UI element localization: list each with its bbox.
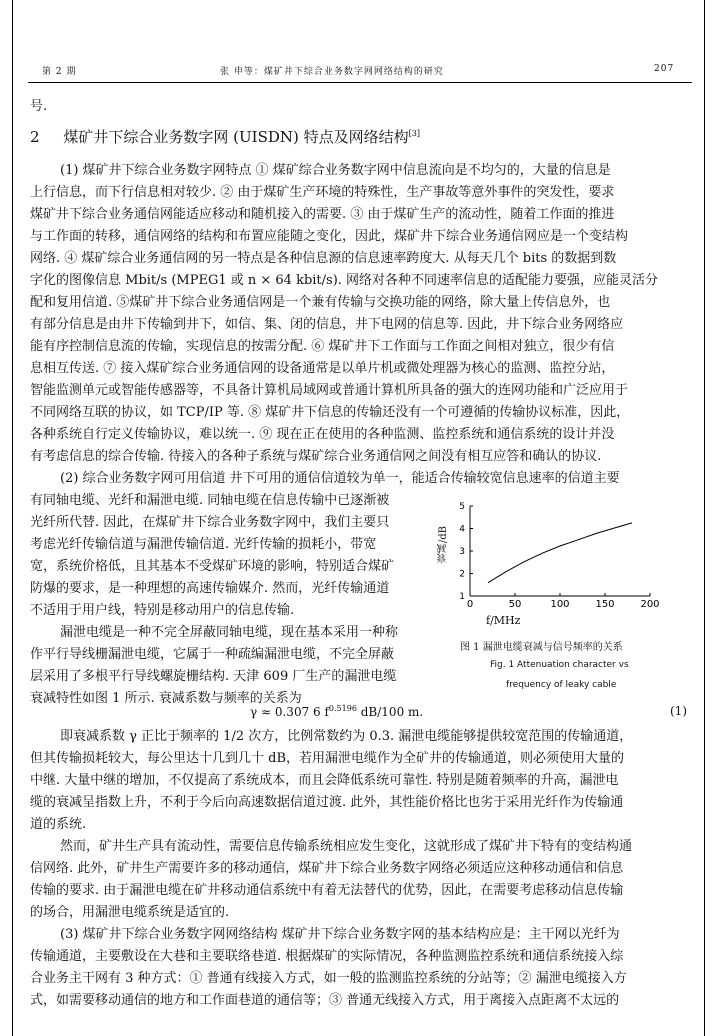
text-line: 防爆的要求，是一种理想的高速传输媒介. 然而，光纤传输通道 [30, 581, 390, 596]
equation [250, 704, 423, 719]
text-line: 即衰减系数 γ 正比于频率的 1/2 次方，比例常数约为 0.3. 漏泄电缆能够提供较宽范围的传输通道， [60, 729, 633, 744]
text-line: (2) 综合业务数字网可用信道 井下可用的通信信道较为单一，能适合传输较宽信息速率的信道主要 [60, 471, 620, 486]
text-line: 不适用于用户线，特别是移动用户的信息传输. [30, 603, 295, 618]
section-number: 2 [30, 128, 40, 146]
y-tick-label: 4 [459, 524, 465, 535]
header-rule [28, 82, 692, 83]
x-tick-label: 50 [508, 599, 522, 610]
section-heading [30, 126, 420, 147]
text-line: 息相互传送. ⑦ 接入煤矿综合业务通信网的设备通常是以单片机或微处理器为核心的监测、监控分站， [30, 361, 615, 376]
text-line: 光纤所代替. 因此，在煤矿井下综合业务数字网中，我们主要只 [30, 515, 390, 530]
x-tick-label: 200 [640, 599, 660, 610]
figure-caption-cn: 图 1 漏泄电缆衰减与信号频率的关系 [460, 642, 623, 653]
chart-axes [470, 506, 650, 596]
text-line: 配和复用信道. ⑤煤矿井下综合业务通信网是一个兼有传输与交换功能的网络，除大量上传信息外，也 [30, 295, 611, 310]
text-line: 缆的衰减呈指数上升，不利于今后向高速数据信道过渡. 此外，其性能价格比也劣于采用光纤作为传输通 [30, 795, 624, 810]
equation-unit: dB/100 m. [360, 705, 424, 719]
top-fragment: 号. [30, 99, 48, 114]
text-line: 然而，矿井生产具有流动性，需要信息传输系统相应发生变化，这就形成了煤矿井下特有的变结构通 [60, 839, 633, 854]
header-title: 张 申等：煤矿井下综合业务数字网网络结构的研究 [220, 67, 444, 77]
figure-1 [438, 498, 692, 698]
x-tick-label: 100 [550, 599, 570, 610]
equation-lhs: γ ≈ 0.307 6 f [250, 705, 329, 719]
text-line: 能有序控制信息流的传输，实现信息的按需分配. ⑥ 煤矿井下工作面与工作面之间相对独立，很少有信 [30, 339, 615, 354]
text-line: 传输通道，主要敷设在大巷和主要联络巷道. 根据煤矿的实际情况，各种监测监控系统和通信系统接入综 [30, 949, 624, 964]
text-line: 网络. ④ 煤矿综合业务通信网的另一特点是各种信息源的信息速率跨度大. 从每天几个 bits 的数据到数 [30, 251, 617, 266]
text-line: 层采用了多根平行导线螺旋栅结构. 天津 609 厂生产的漏泄电缆 [30, 669, 397, 684]
y-tick-label: 1 [459, 592, 465, 602]
text-line: 考虑光纤传输信道与漏泄传输信道. 光纤传输的损耗小，带宽 [30, 537, 377, 552]
chart-series [488, 523, 632, 583]
text-line: 中继. 大量中继的增加，不仅提高了系统成本，而且会降低系统可靠性. 特别是随着频率的升高，漏泄电 [30, 773, 619, 788]
text-line: 宽，系统价格低，且其基本不受煤矿环境的影响，特别适合煤矿 [30, 559, 395, 574]
x-tick-label: 0 [466, 599, 474, 610]
text-line: 上行信息，而下行信息相对较少. ② 由于煤矿生产环境的特殊性，生产事故等意外事件的突发性，要求 [30, 185, 615, 200]
text-line: 信网络. 此外，矿井生产需要许多的移动通信，煤矿井下综合业务数字网络必须适应这种移动通信和信息 [30, 861, 624, 876]
text-line: 煤矿井下综合业务通信网能适应移动和随机接入的需要. ③ 由于煤矿生产的流动性，随着工作面的推进 [30, 207, 615, 222]
text-line: 式，如需要移动通信的地方和工作面巷道的通信等；③ 普通无线接入方式，用于离接入点距离不太远的 [30, 993, 620, 1008]
text-line: 合业务主干网有 3 种方式：① 普通有线接入方式，如一般的监测监控系统的分站等；② 漏泄电缆接入方 [30, 971, 627, 986]
text-line: 的场合，用漏泄电缆系统是适宜的. [30, 905, 230, 920]
right-frame-line [704, 0, 705, 1036]
text-line: (3) 煤矿井下综合业务数字网网络结构 煤矿井下综合业务数字网的基本结构应是：主干网以光纤为 [60, 927, 620, 942]
text-line: 衰减特性如图 1 所示. 衰减系数与频率的关系为 [30, 691, 302, 706]
text-line: 与工作面的转移，通信网络的结构和布置应能随之变化，因此，煤矿井下综合业务通信网应是一个变结构 [30, 229, 629, 244]
text-line: 智能监测单元或智能传感器等，不具备计算机局域网或普通计算机所具备的强大的连网功能和广泛应用于 [30, 383, 629, 398]
text-line: 道的系统. [30, 817, 87, 832]
text-line: (1) 煤矿井下综合业务数字网特点 ① 煤矿综合业务数字网中信息流向是不均匀的，大量的信息是 [60, 163, 611, 178]
attenuation-curve [488, 523, 632, 583]
text-line: 传输的要求. 由于漏泄电缆在矿井移动通信系统中有着无法替代的优势，因此，在需要考虑移动信息传输 [30, 883, 624, 898]
figure-caption-en-1: Fig. 1 Attenuation character vs [490, 660, 629, 670]
left-frame-line [12, 0, 13, 1036]
text-line: 作平行导线栅漏泄电缆，它属于一种疏编漏泄电缆，不完全屏蔽 [30, 647, 395, 662]
text-line: 但其传输损耗较大，每公里达十几到几十 dB，若用漏泄电缆作为全矿井的传输通道，则必须使用大量的 [30, 751, 625, 766]
text-line: 漏泄电缆是一种不完全屏蔽同轴电缆，现在基本采用一种称 [60, 625, 399, 640]
text-line: 字化的图像信息 Mbit/s (MPEG1 或 n × 64 kbit/s). 网络对各种不同速率信息的适配能力要强，应能灵活分 [30, 273, 659, 288]
text-line: 有考虑信息的综合传输. 待接入的各种子系统与煤矿综合业务通信网之间没有相互应答和确认的协议. [30, 449, 602, 464]
x-axis-label: f/MHz [486, 614, 521, 627]
text-line: 不同网络互联的协议，如 TCP/IP 等. ⑧ 煤矿井下信息的传输还没有一个可遵循的传输协议标准，因此， [30, 405, 630, 420]
figure-caption-en-2: frequency of leaky cable [506, 680, 617, 690]
text-line: 有同轴电缆、光纤和漏泄电缆. 同轴电缆在信息传输中已逐渐被 [30, 493, 390, 508]
y-tick-label: 2 [459, 569, 465, 580]
text-line: 各种系统自行定义传输协议，难以统一. ⑨ 现在正在使用的各种监测、监控系统和通信系统的设计并没 [30, 427, 615, 442]
attenuation-chart [442, 498, 692, 618]
figure-xlabel [486, 614, 520, 627]
x-tick-label: 150 [595, 599, 615, 610]
text-line: 有部分信息是由井下传输到井下，如信、集、闭的信息，井下电网的信息等. 因此，井下综合业务网络应 [30, 317, 624, 332]
y-tick-label: 3 [459, 547, 465, 557]
section-title: 煤矿井下综合业务数字网 (UISDN) 特点及网络结构 [63, 128, 409, 146]
header-page-number: 207 [654, 64, 675, 74]
y-tick-label: 5 [459, 502, 465, 512]
chart-ticks [459, 502, 659, 610]
header-issue: 第 2 期 [42, 67, 77, 77]
y-axis-label: 衰减/dB [438, 526, 449, 564]
section-ref: [3] [408, 129, 420, 138]
equation-number: (1) [670, 704, 687, 718]
equation-exponent: 0.5196 [328, 704, 357, 713]
